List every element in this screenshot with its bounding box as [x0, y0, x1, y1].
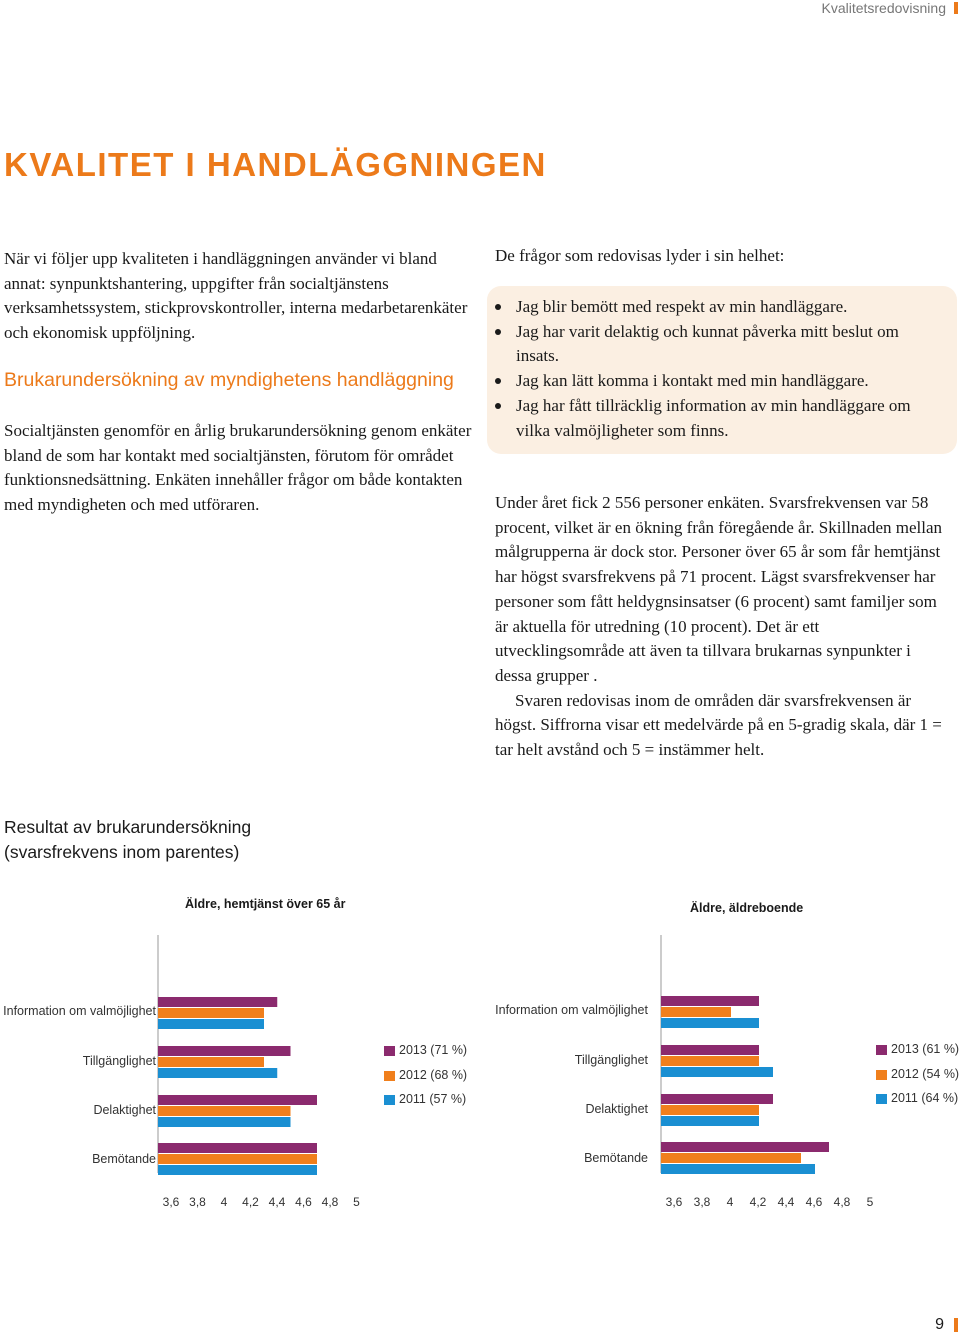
x-tick-label: 4,4 [268, 1195, 286, 1209]
bar-2011 [158, 1019, 264, 1029]
bar-2011 [661, 1116, 759, 1126]
legend-swatch [384, 1071, 395, 1081]
x-tick-label: 5 [866, 1195, 874, 1209]
page-title: KVALITET I HANDLÄGGNINGEN [4, 146, 547, 183]
category-label: Bemötande [584, 1151, 648, 1165]
section-subtitle: (svarsfrekvens inom parentes) [4, 842, 240, 862]
bar-2013 [158, 1095, 317, 1105]
header-accent-bar [954, 2, 958, 14]
x-tick-label: 4,2 [749, 1195, 767, 1209]
category-label: Delaktighet [93, 1103, 156, 1117]
category-label: Information om valmöjlighet [495, 1003, 648, 1017]
bar-2013 [661, 996, 759, 1006]
page-accent-bar [954, 1318, 958, 1332]
results-paragraph-2: Svaren redovisas inom de områden där svarsfrekvensen är högst. Siffrorna visar ett medelvärde på en 5-gradig skala, där 1 = tar helt avstånd och 5 = instämmer helt. [495, 690, 942, 760]
results-paragraph-1: Under året fick 2 556 personer enkäten. Svarsfrekvensen var 58 procent, vilket är en ökning från föregående år. Skillnaden mellan målgrupperna är dock stor. Personer över 65 år som får hemtjänst har högst svarsfrekvens på 71 procent. Lägst svarsfrekvenser har personer som fått heldygnsinsatser (6 procent) samt familjer som är aktuella för utredning (10 procent). Det är ett utvecklingsområde att även ta tillvara brukarnas synpunkter i dessa grupper . [495, 493, 943, 685]
legend-item-2013: 2013 (61 %) [876, 1042, 959, 1067]
x-tick-label: 4 [726, 1195, 734, 1209]
list-item: Jag blir bemött med respekt av min handläggare. [495, 295, 945, 320]
x-tick-label: 4,4 [777, 1195, 795, 1209]
bar-2013 [158, 1046, 291, 1056]
legend-swatch [384, 1046, 395, 1056]
bar-2012 [158, 1057, 264, 1067]
bar-2011 [158, 1165, 317, 1175]
running-header: Kvalitetsredovisning [821, 0, 946, 16]
survey-heading: Brukarundersökning av myndighetens handläggning [4, 369, 454, 391]
list-item: Jag har fått tillräcklig information av min handläggare om vilka valmöjligheter som finns. [495, 394, 945, 443]
legend-item-2013: 2013 (71 %) [384, 1043, 467, 1068]
chart-title: Äldre, hemtjänst över 65 år [185, 897, 346, 911]
bar-2012 [158, 1106, 291, 1116]
list-item: Jag kan lätt komma i kontakt med min handläggare. [495, 369, 945, 394]
x-tick-label: 4,2 [242, 1195, 259, 1209]
category-label: Bemötande [92, 1152, 156, 1166]
bar-2012 [158, 1008, 264, 1018]
questions-intro: De frågor som redovisas lyder i sin helhet: [495, 246, 785, 265]
chart-legend [876, 1042, 959, 1116]
bar-2013 [661, 1142, 829, 1152]
bar-2011 [661, 1164, 815, 1174]
results-text [495, 491, 950, 763]
category-label: Tillgänglighet [82, 1054, 156, 1068]
chart-aldreboende [490, 895, 960, 1225]
bar-2012 [661, 1056, 759, 1066]
bar-2011 [661, 1018, 759, 1028]
x-tick-label: 4,8 [833, 1195, 851, 1209]
bar-2012 [661, 1153, 801, 1163]
x-tick-label: 3,8 [189, 1195, 206, 1209]
bar-2012 [661, 1105, 759, 1115]
category-label: Tillgänglighet [574, 1053, 648, 1067]
intro-paragraph: När vi följer upp kvaliteten i handläggningen använder vi bland annat: synpunktshantering, uppgifter från socialtjänstens verksamhetssystem, stickprovskontroller, interna medarbetarenkäter och ekonomisk uppföljning. [4, 249, 468, 343]
legend-item-2011: 2011 (64 %) [876, 1091, 959, 1116]
legend-swatch [384, 1095, 395, 1105]
bar-2012 [661, 1007, 731, 1017]
questions-list [495, 295, 945, 443]
bar-2011 [158, 1117, 291, 1127]
bar-2013 [158, 1143, 317, 1153]
x-tick-label: 4,8 [321, 1195, 339, 1209]
bar-2013 [661, 1045, 759, 1055]
category-label: Information om valmöjlighet [3, 1004, 156, 1018]
legend-swatch [876, 1045, 887, 1055]
x-tick-label: 4 [220, 1195, 228, 1209]
x-tick-label: 3,6 [665, 1195, 683, 1209]
bar-2013 [158, 997, 277, 1007]
section-title: Resultat av brukarundersökning [4, 817, 252, 837]
chart-title: Äldre, äldreboende [690, 901, 804, 915]
bar-2013 [661, 1094, 773, 1104]
list-item: Jag har varit delaktig och kunnat påverka mitt beslut om insats. [495, 320, 945, 369]
bar-2011 [158, 1068, 277, 1078]
legend-swatch [876, 1070, 887, 1080]
x-tick-label: 3,8 [693, 1195, 711, 1209]
legend-item-2011: 2011 (57 %) [384, 1092, 467, 1117]
survey-body: Socialtjänsten genomför en årlig brukarundersökning genom enkäter bland de som har kontakt med socialtjänsten, förutom för området funktionsnedsättning. Enkäten innehåller frågor om både kontakten med myndigheten och med utföraren. [4, 421, 472, 515]
legend-swatch [876, 1094, 887, 1104]
chart-legend [384, 1043, 467, 1117]
x-tick-label: 4,6 [805, 1195, 823, 1209]
x-tick-label: 3,6 [162, 1195, 180, 1209]
category-label: Delaktighet [585, 1102, 648, 1116]
x-tick-label: 4,6 [295, 1195, 312, 1209]
x-tick-label: 5 [353, 1195, 360, 1209]
legend-item-2012: 2012 (68 %) [384, 1068, 467, 1093]
bar-2012 [158, 1154, 317, 1164]
page-number: 9 [935, 1316, 944, 1333]
chart-hemtjanst [0, 895, 470, 1225]
bar-2011 [661, 1067, 773, 1077]
legend-item-2012: 2012 (54 %) [876, 1067, 959, 1092]
